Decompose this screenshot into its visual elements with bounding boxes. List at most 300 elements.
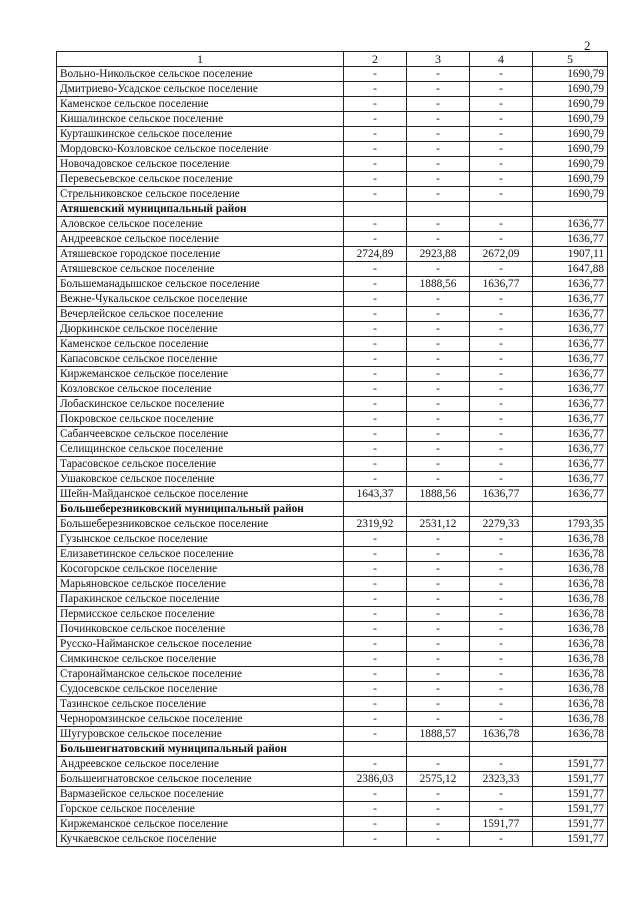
settlement-row — [57, 532, 608, 547]
value-col-3: - — [407, 757, 470, 772]
value-col-5: 1636,78 — [533, 622, 608, 637]
value-col-4: - — [470, 307, 533, 322]
value-col-2: - — [344, 712, 407, 727]
settlement-row — [57, 307, 608, 322]
settlement-row — [57, 67, 608, 82]
value-col-3: - — [407, 187, 470, 202]
settlement-name: Каменское сельское поселение — [57, 97, 344, 112]
value-col-2: - — [344, 262, 407, 277]
settlement-row — [57, 547, 608, 562]
value-col-5: 1636,77 — [533, 217, 608, 232]
column-header-4: 4 — [470, 52, 533, 67]
settlement-row — [57, 157, 608, 172]
settlement-row — [57, 397, 608, 412]
value-col-3: - — [407, 142, 470, 157]
value-col-3: - — [407, 157, 470, 172]
value-col-5: 1636,78 — [533, 607, 608, 622]
value-col-2: 1643,37 — [344, 487, 407, 502]
value-col-5: 1636,77 — [533, 352, 608, 367]
settlement-name: Вольно-Никольское сельское поселение — [57, 67, 344, 82]
value-col-2: - — [344, 787, 407, 802]
empty-cell — [470, 742, 533, 757]
settlement-name: Марьяновское сельское поселение — [57, 577, 344, 592]
value-col-4: - — [470, 562, 533, 577]
value-col-4: - — [470, 577, 533, 592]
empty-cell — [407, 202, 470, 217]
value-col-5: 1636,78 — [533, 562, 608, 577]
settlement-row — [57, 652, 608, 667]
value-col-2: - — [344, 67, 407, 82]
value-col-3: - — [407, 682, 470, 697]
settlement-row — [57, 97, 608, 112]
value-col-4: - — [470, 172, 533, 187]
value-col-3: 1888,57 — [407, 727, 470, 742]
value-col-4: - — [470, 682, 533, 697]
value-col-3: - — [407, 562, 470, 577]
settlement-name: Горское сельское поселение — [57, 802, 344, 817]
settlement-name: Черноромзинское сельское поселение — [57, 712, 344, 727]
settlement-name: Шейн-Майданское сельское поселение — [57, 487, 344, 502]
value-col-4: - — [470, 427, 533, 442]
settlement-name: Каменское сельское поселение — [57, 337, 344, 352]
settlement-row — [57, 127, 608, 142]
value-col-4: - — [470, 757, 533, 772]
settlement-row — [57, 217, 608, 232]
value-col-3: 2575,12 — [407, 772, 470, 787]
value-col-4: - — [470, 622, 533, 637]
value-col-4: - — [470, 442, 533, 457]
empty-cell — [407, 502, 470, 517]
value-col-4: - — [470, 262, 533, 277]
value-col-5: 1690,79 — [533, 97, 608, 112]
value-col-4: - — [470, 322, 533, 337]
value-col-4: - — [470, 697, 533, 712]
settlement-name: Починковское сельское поселение — [57, 622, 344, 637]
settlement-row — [57, 802, 608, 817]
settlement-name: Атяшевское городское поселение — [57, 247, 344, 262]
value-col-2: - — [344, 292, 407, 307]
settlement-row — [57, 322, 608, 337]
value-col-5: 1690,79 — [533, 187, 608, 202]
value-col-3: - — [407, 802, 470, 817]
district-name: Атяшевский муниципальный район — [57, 202, 344, 217]
value-col-4: - — [470, 607, 533, 622]
settlement-name: Шугуровское сельское поселение — [57, 727, 344, 742]
value-col-2: - — [344, 727, 407, 742]
settlement-row — [57, 457, 608, 472]
settlement-row — [57, 367, 608, 382]
settlement-name: Стрельниковское сельское поселение — [57, 187, 344, 202]
value-col-4: - — [470, 292, 533, 307]
settlement-name: Вечерлейское сельское поселение — [57, 307, 344, 322]
settlement-row — [57, 607, 608, 622]
settlement-name: Лобаскинское сельское поселение — [57, 397, 344, 412]
value-col-3: - — [407, 322, 470, 337]
value-col-2: - — [344, 127, 407, 142]
value-col-4: - — [470, 127, 533, 142]
value-col-5: 1636,77 — [533, 412, 608, 427]
settlement-row — [57, 517, 608, 532]
value-col-5: 1636,77 — [533, 322, 608, 337]
value-col-2: - — [344, 427, 407, 442]
value-col-2: - — [344, 277, 407, 292]
settlement-row — [57, 817, 608, 832]
settlement-row — [57, 352, 608, 367]
value-col-5: 1636,77 — [533, 397, 608, 412]
value-col-4: 1636,77 — [470, 487, 533, 502]
settlement-name: Большеберезниковское сельское поселение — [57, 517, 344, 532]
settlement-name: Русско-Найманское сельское поселение — [57, 637, 344, 652]
value-col-2: - — [344, 757, 407, 772]
value-col-4: - — [470, 397, 533, 412]
value-col-2: 2386,03 — [344, 772, 407, 787]
value-col-3: - — [407, 427, 470, 442]
settlement-row — [57, 622, 608, 637]
value-col-2: - — [344, 187, 407, 202]
value-col-2: 2319,92 — [344, 517, 407, 532]
settlement-name: Большеигнатовское сельское поселение — [57, 772, 344, 787]
value-col-2: - — [344, 652, 407, 667]
value-col-3: - — [407, 67, 470, 82]
settlement-row — [57, 472, 608, 487]
value-col-5: 1591,77 — [533, 817, 608, 832]
settlement-row — [57, 82, 608, 97]
value-col-2: - — [344, 547, 407, 562]
settlement-row — [57, 832, 608, 847]
settlement-name: Кишалинское сельское поселение — [57, 112, 344, 127]
value-col-4: - — [470, 457, 533, 472]
value-col-5: 1690,79 — [533, 127, 608, 142]
settlement-name: Сабанчеевское сельское поселение — [57, 427, 344, 442]
settlement-name: Гузынское сельское поселение — [57, 532, 344, 547]
value-col-5: 1636,77 — [533, 232, 608, 247]
value-col-3: - — [407, 547, 470, 562]
value-col-5: 1636,77 — [533, 367, 608, 382]
value-col-4: - — [470, 592, 533, 607]
value-col-4: - — [470, 832, 533, 847]
empty-cell — [407, 742, 470, 757]
settlement-row — [57, 577, 608, 592]
value-col-4: - — [470, 667, 533, 682]
district-name: Большеигнатовский муниципальный район — [57, 742, 344, 757]
settlement-row — [57, 727, 608, 742]
value-col-3: 1888,56 — [407, 277, 470, 292]
value-col-5: 1636,77 — [533, 457, 608, 472]
settlement-row — [57, 682, 608, 697]
value-col-2: - — [344, 832, 407, 847]
value-col-3: - — [407, 457, 470, 472]
value-col-5: 1690,79 — [533, 82, 608, 97]
value-col-5: 1591,77 — [533, 802, 608, 817]
value-col-3: - — [407, 532, 470, 547]
value-col-5: 1636,77 — [533, 337, 608, 352]
value-col-4: - — [470, 97, 533, 112]
value-col-3: - — [407, 352, 470, 367]
value-col-2: - — [344, 307, 407, 322]
settlement-name: Аловское сельское поселение — [57, 217, 344, 232]
value-col-3: 1888,56 — [407, 487, 470, 502]
value-col-5: 1636,78 — [533, 577, 608, 592]
value-col-2: - — [344, 472, 407, 487]
value-col-3: - — [407, 232, 470, 247]
value-col-3: - — [407, 697, 470, 712]
value-col-3: - — [407, 292, 470, 307]
value-col-2: - — [344, 97, 407, 112]
value-col-2: - — [344, 412, 407, 427]
value-col-5: 1636,77 — [533, 277, 608, 292]
settlement-name: Курташкинское сельское поселение — [57, 127, 344, 142]
settlement-name: Козловское сельское поселение — [57, 382, 344, 397]
value-col-5: 1636,78 — [533, 727, 608, 742]
page-number: 2 — [584, 38, 591, 53]
value-col-3: - — [407, 127, 470, 142]
value-col-4: - — [470, 382, 533, 397]
settlement-name: Елизаветинское сельское поселение — [57, 547, 344, 562]
settlement-name: Перевесьевское сельское поселение — [57, 172, 344, 187]
settlement-name: Судосевское сельское поселение — [57, 682, 344, 697]
value-col-5: 1793,35 — [533, 517, 608, 532]
value-col-2: - — [344, 367, 407, 382]
value-col-3: - — [407, 442, 470, 457]
settlement-name: Капасовское сельское поселение — [57, 352, 344, 367]
value-col-4: - — [470, 652, 533, 667]
value-col-4: 2672,09 — [470, 247, 533, 262]
value-col-5: 1636,77 — [533, 307, 608, 322]
settlement-row — [57, 427, 608, 442]
column-header-3: 3 — [407, 52, 470, 67]
value-col-4: - — [470, 232, 533, 247]
value-col-3: - — [407, 397, 470, 412]
value-col-3: - — [407, 787, 470, 802]
empty-cell — [533, 502, 608, 517]
settlement-row — [57, 142, 608, 157]
value-col-3: - — [407, 382, 470, 397]
settlement-row — [57, 772, 608, 787]
value-col-3: - — [407, 577, 470, 592]
value-col-2: - — [344, 442, 407, 457]
value-col-2: - — [344, 217, 407, 232]
value-col-5: 1636,78 — [533, 697, 608, 712]
value-col-5: 1690,79 — [533, 67, 608, 82]
value-col-4: - — [470, 532, 533, 547]
settlement-name: Ушаковское сельское поселение — [57, 472, 344, 487]
settlement-name: Мордовско-Козловское сельское поселение — [57, 142, 344, 157]
value-col-2: - — [344, 802, 407, 817]
value-col-2: - — [344, 667, 407, 682]
value-col-4: - — [470, 142, 533, 157]
value-col-4: 1591,77 — [470, 817, 533, 832]
settlement-row — [57, 172, 608, 187]
settlement-row — [57, 697, 608, 712]
value-col-2: - — [344, 592, 407, 607]
settlement-name: Покровское сельское поселение — [57, 412, 344, 427]
settlement-name: Тазинское сельское поселение — [57, 697, 344, 712]
value-col-3: - — [407, 97, 470, 112]
settlement-row — [57, 292, 608, 307]
value-col-5: 1636,77 — [533, 442, 608, 457]
value-col-3: - — [407, 667, 470, 682]
value-col-5: 1591,77 — [533, 772, 608, 787]
value-col-3: - — [407, 712, 470, 727]
value-col-2: - — [344, 457, 407, 472]
value-col-3: - — [407, 112, 470, 127]
value-col-5: 1591,77 — [533, 757, 608, 772]
value-col-2: - — [344, 142, 407, 157]
settlement-name: Атяшевское сельское поселение — [57, 262, 344, 277]
column-header-2: 2 — [344, 52, 407, 67]
value-col-3: - — [407, 832, 470, 847]
settlement-row — [57, 187, 608, 202]
settlement-name: Большеманадышское сельское поселение — [57, 277, 344, 292]
settlement-row — [57, 637, 608, 652]
value-col-5: 1591,77 — [533, 787, 608, 802]
tariff-table — [56, 51, 608, 847]
empty-cell — [344, 202, 407, 217]
value-col-2: - — [344, 817, 407, 832]
value-col-3: 2923,88 — [407, 247, 470, 262]
column-header-5: 5 — [533, 52, 608, 67]
value-col-4: 1636,78 — [470, 727, 533, 742]
value-col-4: - — [470, 802, 533, 817]
value-col-3: - — [407, 337, 470, 352]
value-col-4: - — [470, 712, 533, 727]
value-col-2: - — [344, 322, 407, 337]
value-col-2: - — [344, 157, 407, 172]
value-col-2: - — [344, 397, 407, 412]
settlement-row — [57, 412, 608, 427]
settlement-row — [57, 487, 608, 502]
empty-cell — [470, 502, 533, 517]
value-col-2: - — [344, 382, 407, 397]
value-col-4: 2323,33 — [470, 772, 533, 787]
value-col-5: 1636,77 — [533, 427, 608, 442]
settlement-name: Дюркинское сельское поселение — [57, 322, 344, 337]
settlement-row — [57, 382, 608, 397]
value-col-4: - — [470, 67, 533, 82]
value-col-5: 1636,77 — [533, 487, 608, 502]
value-col-2: - — [344, 682, 407, 697]
empty-cell — [533, 202, 608, 217]
value-col-3: - — [407, 622, 470, 637]
settlement-row — [57, 262, 608, 277]
district-group-row — [57, 502, 608, 517]
value-col-4: - — [470, 112, 533, 127]
value-col-2: - — [344, 532, 407, 547]
value-col-5: 1636,77 — [533, 292, 608, 307]
value-col-4: - — [470, 187, 533, 202]
empty-cell — [344, 502, 407, 517]
value-col-3: - — [407, 472, 470, 487]
settlement-name: Пермисское сельское поселение — [57, 607, 344, 622]
settlement-name: Паракинское сельское поселение — [57, 592, 344, 607]
value-col-5: 1690,79 — [533, 112, 608, 127]
settlement-name: Вежне-Чукальское сельское поселение — [57, 292, 344, 307]
value-col-4: - — [470, 412, 533, 427]
value-col-4: - — [470, 157, 533, 172]
district-name: Большеберезниковский муниципальный район — [57, 502, 344, 517]
value-col-2: - — [344, 697, 407, 712]
settlement-row — [57, 562, 608, 577]
value-col-3: - — [407, 412, 470, 427]
value-col-5: 1690,79 — [533, 172, 608, 187]
value-col-5: 1636,78 — [533, 682, 608, 697]
settlement-row — [57, 232, 608, 247]
settlement-name: Селищинское сельское поселение — [57, 442, 344, 457]
value-col-5: 1636,78 — [533, 712, 608, 727]
value-col-5: 1636,78 — [533, 652, 608, 667]
district-group-row — [57, 742, 608, 757]
value-col-3: - — [407, 367, 470, 382]
value-col-3: - — [407, 307, 470, 322]
value-col-4: - — [470, 547, 533, 562]
value-col-4: - — [470, 367, 533, 382]
settlement-row — [57, 592, 608, 607]
settlement-name: Кучкаевское сельское поселение — [57, 832, 344, 847]
value-col-4: 1636,77 — [470, 277, 533, 292]
value-col-2: - — [344, 337, 407, 352]
settlement-name: Тарасовское сельское поселение — [57, 457, 344, 472]
value-col-2: 2724,89 — [344, 247, 407, 262]
value-col-4: - — [470, 637, 533, 652]
value-col-2: - — [344, 562, 407, 577]
settlement-name: Киржеманское сельское поселение — [57, 367, 344, 382]
settlement-row — [57, 667, 608, 682]
value-col-3: - — [407, 592, 470, 607]
column-header-1: 1 — [57, 52, 344, 67]
settlement-name: Андреевское сельское поселение — [57, 232, 344, 247]
value-col-5: 1647,88 — [533, 262, 608, 277]
value-col-5: 1591,77 — [533, 832, 608, 847]
value-col-4: - — [470, 217, 533, 232]
settlement-name: Вармазейское сельское поселение — [57, 787, 344, 802]
value-col-2: - — [344, 82, 407, 97]
value-col-5: 1636,77 — [533, 382, 608, 397]
empty-cell — [533, 742, 608, 757]
value-col-5: 1636,78 — [533, 592, 608, 607]
settlement-row — [57, 442, 608, 457]
value-col-5: 1636,77 — [533, 472, 608, 487]
settlement-row — [57, 712, 608, 727]
value-col-3: - — [407, 262, 470, 277]
settlement-name: Новочадовское сельское поселение — [57, 157, 344, 172]
table-body — [57, 52, 608, 847]
value-col-5: 1636,78 — [533, 547, 608, 562]
district-group-row — [57, 202, 608, 217]
value-col-2: - — [344, 172, 407, 187]
value-col-5: 1636,78 — [533, 667, 608, 682]
settlement-row — [57, 757, 608, 772]
settlement-name: Старонайманское сельское поселение — [57, 667, 344, 682]
settlement-row — [57, 247, 608, 262]
value-col-4: - — [470, 787, 533, 802]
value-col-3: - — [407, 817, 470, 832]
value-col-3: - — [407, 172, 470, 187]
value-col-3: - — [407, 637, 470, 652]
settlement-row — [57, 277, 608, 292]
value-col-5: 1636,78 — [533, 532, 608, 547]
settlement-name: Дмитриево-Усадское сельское поселение — [57, 82, 344, 97]
value-col-4: - — [470, 352, 533, 367]
value-col-2: - — [344, 607, 407, 622]
settlement-row — [57, 337, 608, 352]
settlement-name: Андреевское сельское поселение — [57, 757, 344, 772]
value-col-5: 1907,11 — [533, 247, 608, 262]
value-col-3: - — [407, 82, 470, 97]
value-col-2: - — [344, 232, 407, 247]
empty-cell — [344, 742, 407, 757]
settlement-row — [57, 787, 608, 802]
settlement-name: Киржеманское сельское поселение — [57, 817, 344, 832]
